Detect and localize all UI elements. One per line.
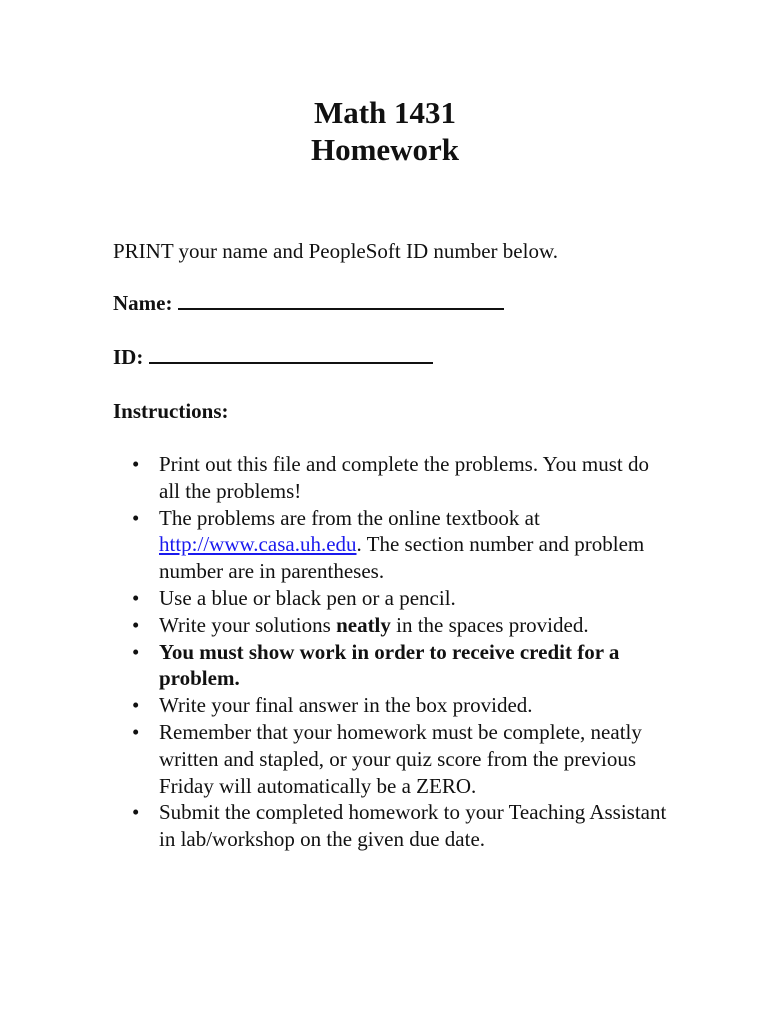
instruction-text: Submit the completed homework to your Teaching Assistant in lab/workshop on the given due date. (159, 800, 667, 852)
instruction-text: Write your final answer in the box provided. (159, 693, 533, 718)
instruction-text: Write your solutions (159, 612, 337, 637)
document-title-line-1: Math 1431 (313, 95, 457, 130)
instruction-text: Use a blue or black pen or a pencil. (159, 585, 456, 610)
name-field (113, 290, 504, 316)
instruction-text: in the spaces provided. (390, 612, 589, 637)
instruction-text: . The section number and problem number are in parentheses. (159, 532, 645, 584)
instruction-text: Remember that your homework must be complete, neatly written and stapled, or your quiz score from the previous Friday will automatically be a ZERO. (159, 719, 642, 798)
instruction-item (132, 692, 672, 719)
bullet-icon: • (132, 612, 140, 637)
name-label: Name: (113, 291, 173, 315)
instruction-item (132, 585, 672, 612)
bullet-icon: • (132, 452, 140, 476)
document-title-line-2: Homework (310, 132, 460, 167)
instruction-text: The problems are from the online textbook at (159, 505, 540, 530)
instructions-heading: Instructions: (113, 399, 229, 423)
instruction-item (132, 451, 672, 505)
instruction-item (132, 799, 672, 853)
bullet-icon: • (132, 800, 140, 825)
print-instruction: PRINT your name and PeopleSoft ID number below. (113, 239, 559, 263)
id-field (113, 344, 433, 370)
bullet-icon: • (132, 585, 140, 610)
instruction-item (132, 612, 672, 639)
instruction-item (132, 639, 672, 693)
name-blank-line (178, 290, 504, 310)
textbook-link[interactable]: http://www.casa.uh.edu (159, 532, 357, 557)
id-label: ID: (113, 345, 144, 369)
id-blank-line (149, 344, 433, 364)
instruction-item (132, 505, 672, 585)
bullet-icon: • (132, 505, 140, 530)
emphasis-text: neatly (336, 612, 391, 637)
instruction-text: Print out this file and complete the problems. You must do all the problems! (159, 452, 649, 503)
bullet-icon: • (132, 639, 140, 664)
instruction-item (132, 719, 672, 799)
bullet-icon: • (132, 693, 140, 718)
instruction-text-bold: You must show work in order to receive credit for a problem. (159, 639, 620, 691)
bullet-icon: • (132, 719, 140, 744)
instructions-list (132, 451, 672, 853)
